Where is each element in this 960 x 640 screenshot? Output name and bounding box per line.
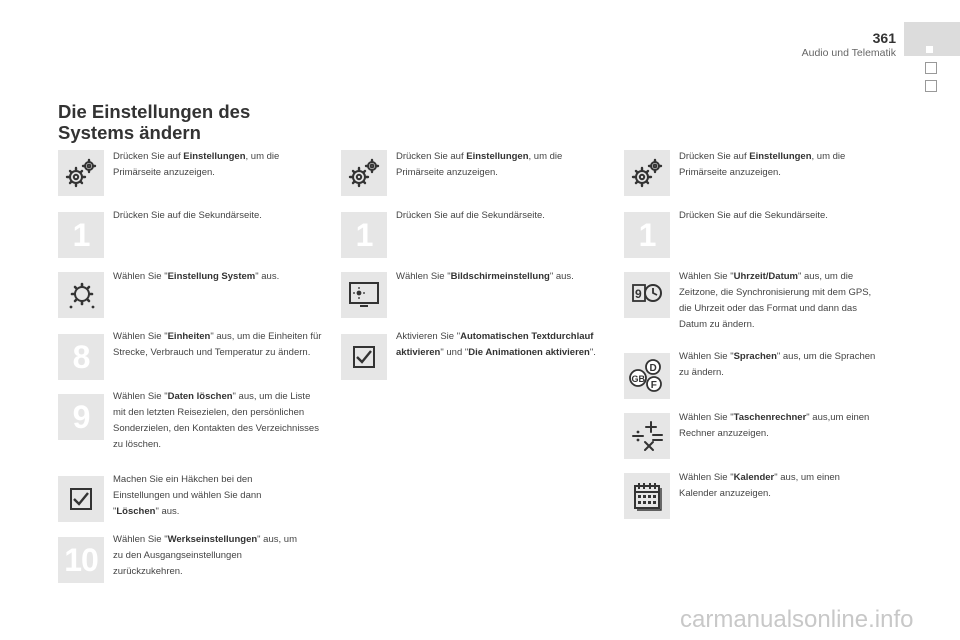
calendar-icon bbox=[624, 473, 670, 519]
title-line: Die Einstellungen des bbox=[58, 101, 251, 122]
svg-text:9: 9 bbox=[635, 287, 642, 301]
instruction-text: Wählen Sie "Taschenrechner" aus,um einen Rechner anzuzeigen. bbox=[679, 412, 870, 439]
settings-icon bbox=[58, 150, 104, 196]
instruction-text: Wählen Sie "Einheiten" aus, um die Einheiten für Strecke, Verbrauch und Temperatur zu ändern. bbox=[113, 331, 322, 358]
display-settings-icon bbox=[341, 272, 387, 318]
section-title: Audio und Telematik bbox=[801, 47, 896, 59]
instruction-text: Drücken Sie auf die Sekundärseite. bbox=[113, 210, 262, 221]
page-tab-marker bbox=[926, 46, 933, 53]
title-line: Systems ändern bbox=[58, 122, 201, 143]
lang-d-label: D bbox=[649, 363, 657, 374]
clock-date-icon bbox=[624, 272, 670, 318]
step-number-1: 1 bbox=[58, 212, 104, 258]
instruction-text: Wählen Sie "Kalender" aus, um einen Kalender anzuzeigen. bbox=[679, 472, 840, 499]
instruction-text: Wählen Sie "Werkseinstellungen" aus, um zu den Ausgangseinstellungen zurückzukehren. bbox=[113, 534, 297, 577]
instruction-text: Drücken Sie auf Einstellungen, um die Primärseite anzuzeigen. bbox=[679, 151, 846, 178]
instruction-text: Drücken Sie auf die Sekundärseite. bbox=[396, 210, 545, 221]
instruction-text: Aktivieren Sie "Automatischen Textdurchlauf aktivieren" und "Die Animationen aktivieren". bbox=[396, 331, 596, 358]
step-number-9: 9 bbox=[58, 394, 104, 440]
instruction-text: Machen Sie ein Häkchen bei den Einstellungen und wählen Sie dann "Löschen" aus. bbox=[113, 474, 262, 517]
instruction-text: Drücken Sie auf Einstellungen, um die Primärseite anzuzeigen. bbox=[113, 151, 280, 178]
page-number: 361 bbox=[872, 30, 896, 46]
lang-f-label: F bbox=[650, 380, 657, 391]
instruction-text: Drücken Sie auf Einstellungen, um die Primärseite anzuzeigen. bbox=[396, 151, 563, 178]
step-number-8: 8 bbox=[58, 334, 104, 380]
instruction-text: Wählen Sie "Sprachen" aus, um die Sprachen zu ändern. bbox=[679, 351, 876, 378]
languages-icon bbox=[624, 353, 670, 399]
settings-system-icon bbox=[58, 272, 104, 318]
calculator-icon bbox=[624, 413, 670, 459]
instruction-text: Drücken Sie auf die Sekundärseite. bbox=[679, 210, 828, 221]
watermark: carmanualsonline.info bbox=[680, 606, 914, 633]
page-title bbox=[58, 101, 250, 143]
instruction-text: Wählen Sie "Bildschirmeinstellung" aus. bbox=[396, 271, 574, 282]
step-number-10: 10 bbox=[58, 537, 104, 583]
instruction-text: Wählen Sie "Einstellung System" aus. bbox=[113, 271, 280, 282]
settings-icon bbox=[341, 150, 387, 196]
settings-icon bbox=[624, 150, 670, 196]
checkmark-icon bbox=[58, 476, 104, 522]
page-tab-square bbox=[925, 80, 937, 92]
instruction-text: Wählen Sie "Daten löschen" aus, um die Liste mit den letzten Reisezielen, den persönlichen Sonderzielen, den Kontakten des Verzeichnisses zu löschen. bbox=[113, 391, 319, 450]
step-number-1: 1 bbox=[624, 212, 670, 258]
instruction-text: Wählen Sie "Uhrzeit/Datum" aus, um die Zeitzone, die Synchronisierung mit dem GPS, die Uhrzeit oder das Format und dann das Datum zu ändern. bbox=[679, 271, 872, 330]
checkmark-icon bbox=[341, 334, 387, 380]
page-tab-square bbox=[925, 62, 937, 74]
step-number-1: 1 bbox=[341, 212, 387, 258]
lang-gb-label: GB bbox=[631, 374, 645, 384]
